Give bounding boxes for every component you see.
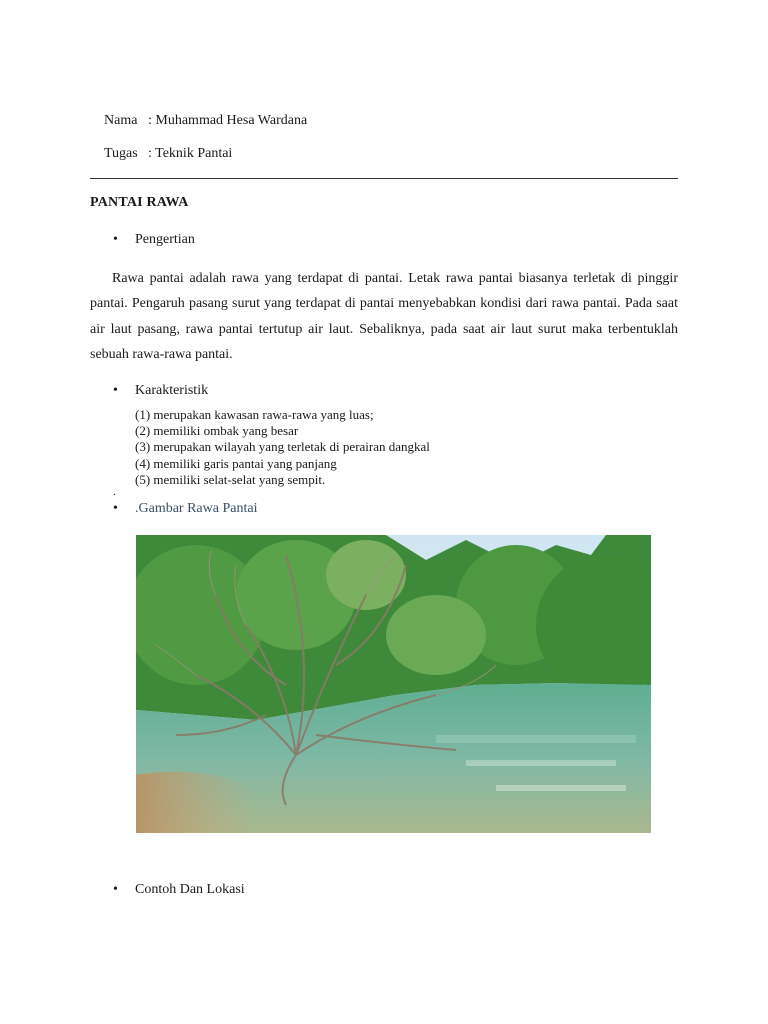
horizontal-divider	[90, 178, 678, 179]
task-value: : Teknik Pantai	[148, 146, 233, 161]
name-label: Nama	[104, 113, 138, 128]
list-item: (5) memiliki selat-selat yang sempit.	[135, 471, 326, 487]
list-item: (4) memiliki garis pantai yang panjang	[135, 455, 337, 471]
list-item: (3) merupakan wilayah yang terletak di perairan dangkal	[135, 439, 430, 455]
stray-dot: .	[113, 484, 116, 498]
bullet-dot-icon: •	[113, 882, 118, 897]
swamp-photo	[136, 535, 651, 833]
name-value: : Muhammad Hesa Wardana	[148, 113, 308, 128]
bullet-contoh-label: Contoh Dan Lokasi	[135, 882, 245, 897]
pengertian-paragraph: Rawa pantai adalah rawa yang terdapat di pantai. Letak rawa pantai biasanya terletak di pinggir pantai. Pengaruh pasang surut yang terdapat di pantai menyebabkan kondisi dari rawa pantai. Pada saat air laut pasang, rawa pantai tertutup air laut. Sebaliknya, pada saat air laut surut maka terbentuklah sebuah rawa-rawa pantai.	[90, 271, 678, 362]
bullet-dot-icon: •	[113, 383, 118, 398]
karakteristik-list	[135, 407, 430, 488]
task-row	[90, 127, 232, 181]
task-label: Tugas	[104, 146, 138, 161]
list-item: (1) merupakan kawasan rawa-rawa yang luas;	[135, 407, 374, 422]
bullet-pengertian-label: Pengertian	[135, 232, 195, 247]
bullet-dot-icon: •	[113, 232, 118, 247]
bullet-dot-icon: •	[113, 501, 118, 516]
bullet-karakteristik-label: Karakteristik	[135, 383, 209, 398]
swamp-illustration	[136, 535, 651, 833]
list-item: (2) memiliki ombak yang besar	[135, 423, 299, 439]
gambar-link[interactable]: .Gambar Rawa Pantai	[135, 501, 258, 516]
section-title: PANTAI RAWA	[90, 195, 189, 210]
